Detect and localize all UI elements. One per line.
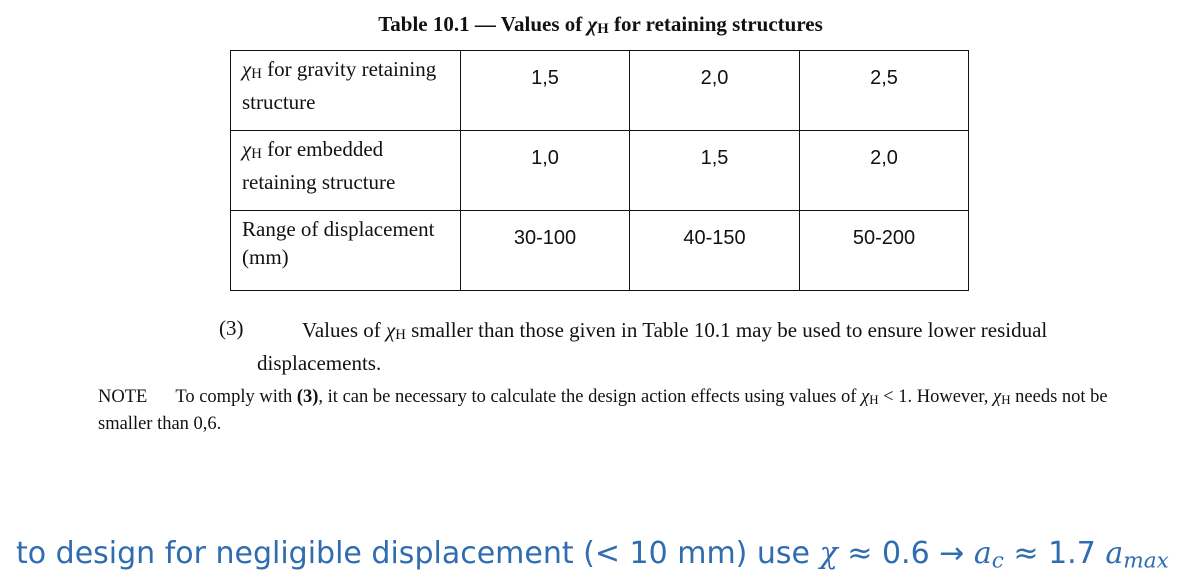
- chi-h-symbol: $\chi_H$: [861, 387, 879, 407]
- note-paragraph: [98, 385, 1118, 437]
- row-label-displacement: Range of displacement (mm): [231, 211, 461, 291]
- clause-text: Values of $\chi_H$ smaller than those given in Table 10.1 may be used to ensure lower residual displacements.: [257, 318, 1048, 376]
- a-max-symbol: $a_{max}$: [1105, 536, 1169, 574]
- table-row-embedded: [231, 131, 969, 211]
- row-label-gravity: $\chi_H$ for gravity retaining structure: [231, 51, 461, 131]
- values-table: [230, 50, 969, 291]
- row-label-embedded: $\chi_H$ for embedded retaining structure: [231, 131, 461, 211]
- chi-symbol: χ: [819, 536, 838, 571]
- note-text: To comply with (3), it can be necessary to calculate the design action effects using values of $\chi_H < 1$. However, $\chi_H$ needs not be smaller than 0,6.: [98, 387, 1108, 434]
- footer-annotation: to design for negligible displacement (< 10 mm) use $\chi \approx 0.6 \to a_c \approx 1.7$ $a_{max}$: [16, 536, 1169, 574]
- table-cell: 2,0: [630, 51, 800, 131]
- clause-number: (3): [219, 316, 244, 340]
- chi-h-symbol: $\chi_H$: [993, 387, 1011, 407]
- note-label: NOTE: [98, 387, 148, 407]
- table-cell: 50-200: [800, 211, 969, 291]
- table-cell: 40-150: [630, 211, 800, 291]
- table-cell: 2,5: [800, 51, 969, 131]
- table-row-gravity: [231, 51, 969, 131]
- table-cell: 1,0: [461, 131, 630, 211]
- table-row-displacement: [231, 211, 969, 291]
- table-cell: 1,5: [630, 131, 800, 211]
- table-cell: 2,0: [800, 131, 969, 211]
- table-title: Table 10.1 — Values of $\chi_H$ for retaining structures: [378, 12, 823, 38]
- chi-h-symbol: $\chi_H$: [242, 137, 262, 163]
- chi-h-symbol: $\chi_H$: [242, 57, 262, 83]
- a-c-symbol: $a_c$: [973, 536, 1004, 574]
- table-cell: 1,5: [461, 51, 630, 131]
- table-cell: 30-100: [461, 211, 630, 291]
- chi-h-symbol: $\chi_H$: [385, 318, 406, 344]
- chi-h-symbol: $\chi_H$: [587, 12, 609, 38]
